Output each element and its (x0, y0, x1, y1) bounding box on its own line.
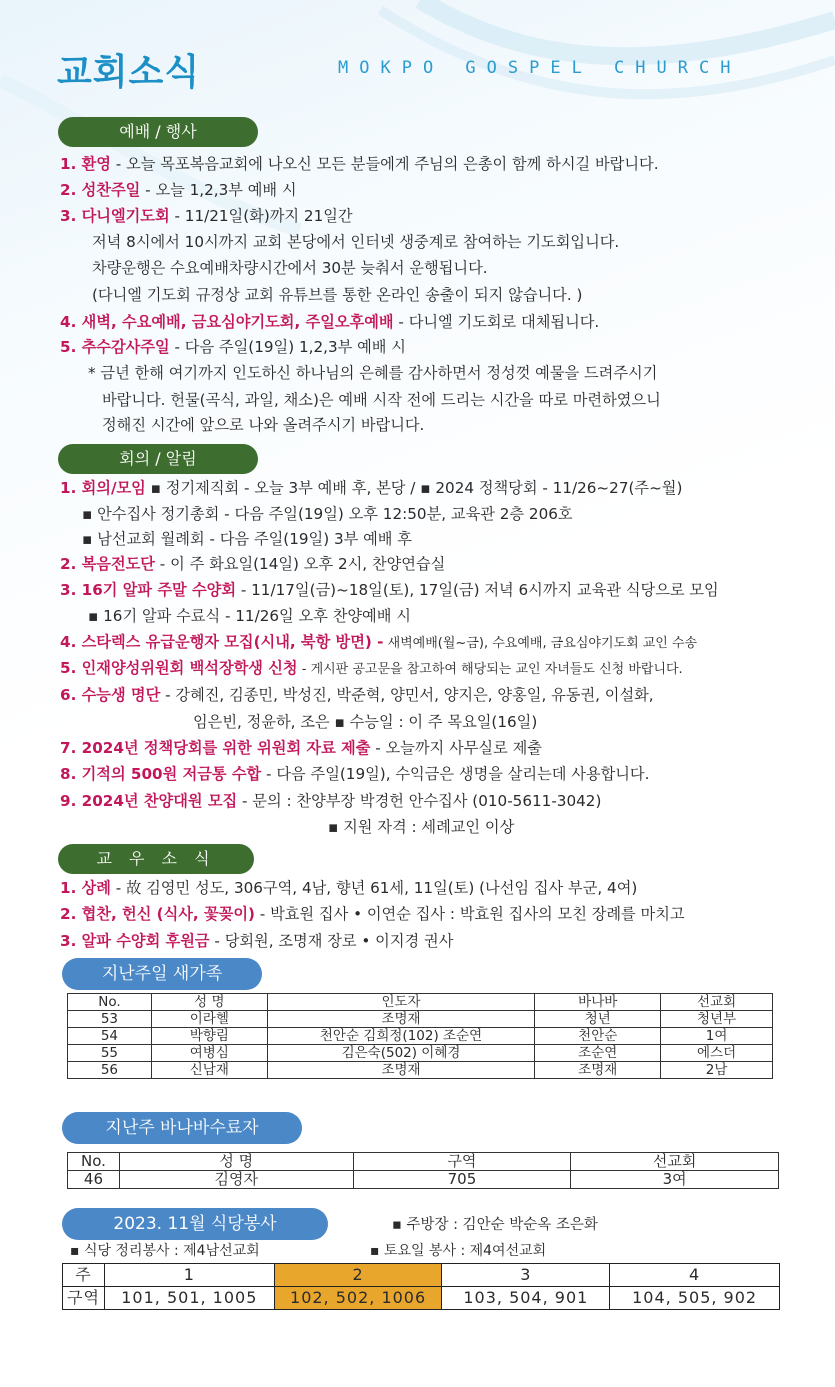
newfamily-cell: 1여 (661, 1028, 773, 1045)
newfamily-cell: 2남 (661, 1062, 773, 1079)
worship-text: (다니엘 기도회 규정상 교회 유튜브를 통한 온라인 송출이 되지 않습니다. ) (92, 286, 583, 304)
member-line (60, 930, 453, 952)
worship-text: * 금년 한해 여기까지 인도하신 하나님의 은혜를 감사하면서 정성껏 예물을 드려주시기 (88, 364, 658, 382)
meeting-line (60, 790, 601, 812)
meeting-line (60, 477, 682, 499)
member-text: - 박효원 집사 • 이연순 집사 : 박효원 집사의 모친 장례를 마치고 (254, 905, 685, 923)
worship-head: 새벽, 수요예배, 금요심야기도회, 주일오후예배 (81, 313, 394, 331)
newfamily-cell: 신남재 (151, 1062, 267, 1079)
meeting-text: - 문의 : 찬양부장 박경헌 안수집사 (010-5611-3042) (237, 792, 602, 810)
newfamily-cell: 김은숙(502) 이혜경 (267, 1045, 535, 1062)
barnabas-cell: 김영자 (119, 1171, 353, 1189)
kitchen-saturday: ▪ 토요일 봉사 : 제4여선교회 (370, 1243, 547, 1259)
meeting-num: 3. (60, 581, 82, 599)
kitchen-area-cell: 101, 501, 1005 (104, 1287, 274, 1310)
kitchen-chef: ▪ 주방장 : 김안순 박순옥 조은화 (392, 1217, 598, 1233)
kitchen-table (62, 1263, 780, 1310)
meeting-head: 복음전도단 (81, 555, 155, 573)
kitchen-week-cell: 4 (610, 1264, 780, 1287)
church-name: MOKPO GOSPEL CHURCH (338, 58, 742, 78)
meeting-text: - 게시판 공고문을 참고하여 해당되는 교인 자녀들도 신청 바랍니다. (297, 662, 683, 677)
kitchen-week-cell: 2 (274, 1264, 442, 1287)
worship-head: 환영 (81, 155, 111, 173)
worship-text: - 다음 주일(19일) 1,2,3부 예배 시 (169, 338, 406, 356)
meeting-head: 기적의 500원 저금통 수합 (81, 765, 262, 783)
section-worship: 예배 / 행사 (58, 117, 258, 147)
newfamily-row (68, 1062, 773, 1079)
newfamily-row (68, 1045, 773, 1062)
newfamily-cell: 조순연 (535, 1045, 661, 1062)
newfamily-cell: 조명재 (267, 1011, 535, 1028)
newfamily-cell: 에스더 (661, 1045, 773, 1062)
worship-num: 1. (60, 155, 82, 173)
member-head: 협찬, 헌신 (식사, 꽃꽂이) (81, 905, 255, 923)
kitchen-week-row (63, 1264, 780, 1287)
meeting-num: 2. (60, 555, 82, 573)
meeting-num: 5. (60, 659, 82, 677)
newfamily-cell: 청년 (535, 1011, 661, 1028)
worship-line (92, 284, 582, 306)
worship-line (92, 231, 619, 253)
meeting-line (82, 528, 412, 550)
kitchen-week-cell: 1 (104, 1264, 274, 1287)
meeting-head: 스타렉스 유급운행자 모집(시내, 북항 방면) - (81, 633, 384, 651)
worship-line (60, 179, 297, 201)
member-line (60, 877, 637, 899)
newfamily-cell: 55 (68, 1045, 152, 1062)
worship-text: - 오늘 1,2,3부 예배 시 (140, 181, 297, 199)
meeting-head: 수능생 명단 (81, 686, 161, 704)
member-head: 상례 (81, 879, 111, 897)
meeting-line (60, 553, 445, 575)
meeting-line (82, 503, 573, 525)
barnabas-header-cell: 성 명 (119, 1153, 353, 1171)
meeting-text: ▪ 지원 자격 : 세례교인 이상 (328, 818, 515, 836)
newfamily-cell: 여병심 (151, 1045, 267, 1062)
meeting-text: 새벽예배(월~금), 수요예배, 금요심야기도회 교인 수송 (383, 636, 698, 651)
newfamily-row (68, 1011, 773, 1028)
barnabas-header-cell: 선교회 (571, 1153, 779, 1171)
barnabas-header-cell: 구역 (353, 1153, 571, 1171)
barnabas-row (68, 1171, 779, 1189)
worship-head: 성찬주일 (81, 181, 141, 199)
meeting-line (60, 631, 697, 655)
newfamily-row (68, 1028, 773, 1045)
meeting-text: ▪ 정기제직회 - 오늘 3부 예배 후, 본당 / ▪ 2024 정책당회 - 11/26~27(주~월) (145, 479, 683, 497)
kitchen-week-label: 주 (63, 1264, 105, 1287)
worship-line (60, 205, 353, 227)
member-head: 알파 수양회 후원금 (81, 932, 210, 950)
worship-head: 추수감사주일 (81, 338, 170, 356)
newfamily-header-cell: 바나바 (535, 994, 661, 1011)
meeting-line (60, 763, 649, 785)
worship-num: 3. (60, 207, 82, 225)
meeting-line (88, 605, 411, 627)
meeting-text: - 11/17일(금)~18일(토), 17일(금) 저녁 6시까지 교육관 식당으로 모임 (236, 581, 719, 599)
meeting-num: 8. (60, 765, 82, 783)
barnabas-header-cell: No. (68, 1153, 120, 1171)
worship-line (60, 311, 599, 333)
newfamily-header-cell: 인도자 (267, 994, 535, 1011)
newfamily-header-cell: 선교회 (661, 994, 773, 1011)
worship-line (102, 389, 661, 411)
worship-text: 저녁 8시에서 10시까지 교회 본당에서 인터넷 생중계로 참여하는 기도회입니다. (92, 233, 620, 251)
newfamily-header-cell: 성 명 (151, 994, 267, 1011)
meeting-head: 인재양성위원회 백석장학생 신청 (81, 659, 298, 677)
newfamily-cell: 53 (68, 1011, 152, 1028)
meeting-num: 4. (60, 633, 82, 651)
kitchen-area-cell: 104, 505, 902 (610, 1287, 780, 1310)
worship-text: 바랍니다. 헌물(곡식, 과일, 채소)은 예배 시작 전에 드리는 시간을 따로 마련하였으니 (102, 391, 661, 409)
section-kitchen: 2023. 11월 식당봉사 (62, 1208, 328, 1240)
meeting-num: 6. (60, 686, 82, 704)
meeting-num: 1. (60, 479, 82, 497)
barnabas-cell: 46 (68, 1171, 120, 1189)
meeting-text: ▪ 안수집사 정기총회 - 다음 주일(19일) 오후 12:50분, 교육관 2층 206호 (82, 505, 573, 523)
meeting-head: 2024년 찬양대원 모집 (81, 792, 238, 810)
section-newfamily: 지난주일 새가족 (62, 958, 262, 990)
member-text: - 당회원, 조명재 장로 • 이지경 권사 (209, 932, 454, 950)
section-members: 교 우 소 식 (58, 844, 254, 874)
newfamily-table (67, 993, 773, 1079)
meeting-line (60, 579, 719, 601)
worship-line (60, 336, 406, 358)
page-title: 교회소식 (57, 52, 201, 93)
meeting-line (328, 816, 514, 838)
kitchen-area-cell: 102, 502, 1006 (274, 1287, 442, 1310)
worship-text: - 다니엘 기도회로 대체됩니다. (393, 313, 600, 331)
worship-line (92, 257, 488, 279)
kitchen-area-label: 구역 (63, 1287, 105, 1310)
member-line (60, 903, 685, 925)
barnabas-header-row (68, 1153, 779, 1171)
worship-num: 5. (60, 338, 82, 356)
meeting-head: 회의/모임 (81, 479, 146, 497)
member-num: 3. (60, 932, 82, 950)
newfamily-cell: 천안순 (535, 1028, 661, 1045)
meeting-line (193, 711, 537, 733)
newfamily-cell: 천안순 김희정(102) 조순연 (267, 1028, 535, 1045)
meeting-num: 7. (60, 739, 82, 757)
kitchen-area-row (63, 1287, 780, 1310)
meeting-text: - 다음 주일(19일), 수익금은 생명을 살리는데 사용합니다. (261, 765, 650, 783)
worship-text: 정해진 시간에 앞으로 나와 올려주시기 바랍니다. (102, 416, 425, 434)
meeting-num: 9. (60, 792, 82, 810)
newfamily-header-row (68, 994, 773, 1011)
meeting-line (60, 737, 542, 759)
worship-text: - 오늘 목포복음교회에 나오신 모든 분들에게 주님의 은총이 함께 하시길 바랍니다. (110, 155, 659, 173)
newfamily-cell: 박향림 (151, 1028, 267, 1045)
kitchen-cleanup: ▪ 식당 정리봉사 : 제4남선교회 (70, 1243, 260, 1259)
kitchen-week-cell: 3 (442, 1264, 610, 1287)
worship-line (60, 153, 659, 175)
worship-text: 차량운행은 수요예배차량시간에서 30분 늦춰서 운행됩니다. (92, 259, 488, 277)
newfamily-cell: 54 (68, 1028, 152, 1045)
member-text: - 故 김영민 성도, 306구역, 4남, 향년 61세, 11일(토) (나선임 집사 부군, 4여) (110, 879, 638, 897)
meeting-text: ▪ 16기 알파 수료식 - 11/26일 오후 찬양예배 시 (88, 607, 411, 625)
meeting-head: 2024년 정책당회를 위한 위원회 자료 제출 (81, 739, 371, 757)
worship-num: 4. (60, 313, 82, 331)
barnabas-cell: 705 (353, 1171, 571, 1189)
meeting-head: 16기 알파 주말 수양회 (81, 581, 236, 599)
section-meeting: 회의 / 알림 (58, 444, 258, 474)
member-num: 2. (60, 905, 82, 923)
newfamily-cell: 이라헬 (151, 1011, 267, 1028)
newfamily-cell: 조명재 (535, 1062, 661, 1079)
worship-num: 2. (60, 181, 82, 199)
worship-line (88, 362, 657, 384)
kitchen-area-cell: 103, 504, 901 (442, 1287, 610, 1310)
newfamily-header-cell: No. (68, 994, 152, 1011)
worship-head: 다니엘기도회 (81, 207, 170, 225)
meeting-text: ▪ 남선교회 월례회 - 다음 주일(19일) 3부 예배 후 (82, 530, 412, 548)
worship-line (102, 414, 424, 436)
meeting-text: 임은빈, 정윤하, 조은 ▪ 수능일 : 이 주 목요일(16일) (193, 713, 538, 731)
newfamily-cell: 청년부 (661, 1011, 773, 1028)
meeting-text: - 오늘까지 사무실로 제출 (370, 739, 542, 757)
meeting-text: - 강혜진, 김종민, 박성진, 박준혁, 양민서, 양지은, 양홍일, 유동권, 이설화, (160, 686, 654, 704)
barnabas-cell: 3여 (571, 1171, 779, 1189)
section-barnabas: 지난주 바나바수료자 (62, 1112, 302, 1144)
newfamily-cell: 조명재 (267, 1062, 535, 1079)
worship-text: - 11/21일(화)까지 21일간 (169, 207, 353, 225)
member-num: 1. (60, 879, 82, 897)
meeting-text: - 이 주 화요일(14일) 오후 2시, 찬양연습실 (154, 555, 446, 573)
newfamily-cell: 56 (68, 1062, 152, 1079)
meeting-line (60, 684, 654, 706)
barnabas-table (67, 1152, 779, 1189)
meeting-line (60, 657, 683, 681)
